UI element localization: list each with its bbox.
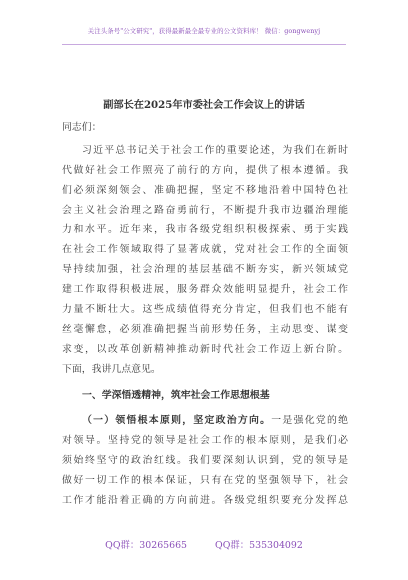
paragraph-line: 力量不断壮大。这些成绩值得充分肯定，但我们也不能有 [62, 304, 348, 316]
document-body [62, 118, 348, 511]
paragraph-line: 做好一切工作的根本保证，只有在党的坚强领导下，社会 [62, 475, 348, 487]
paragraph-line: 会主义社会治理之路奋勇前行，不断提升我市边疆治理能 [62, 204, 348, 216]
paragraph-line: 丝毫懈怠，必须准确把握当前形势任务，主动思变、谋变 [62, 323, 348, 335]
paragraph-line: 下面，我讲几点意见。 [62, 363, 161, 375]
paragraph-line: 导持续加强，社会治理的基层基础不断夯实，新兴领域党 [62, 264, 348, 276]
paragraph-line: 建工作取得积极进展，服务群众效能明显提升，社会工作 [62, 284, 348, 296]
footer-qq-group-2: QQ群：535304092 [215, 540, 303, 551]
paragraph-line: 对领导。坚持党的领导是社会工作的根本原则，是我们必 [62, 435, 348, 447]
paragraph-line: 习近平总书记关于社会工作的重要论述，为我们在新时 [82, 144, 348, 156]
footer-qq-group-1: QQ群：30265665 [105, 540, 188, 551]
paragraph-line: 在社会工作领域取得了显著成就，党对社会工作的全面领 [62, 244, 348, 256]
paragraph-line: 力和水平。近年来，我市各级党组织积极探索、勇于实践 [62, 224, 348, 236]
section-1-heading: 一、学深悟透精神，筑牢社会工作思想根基 [82, 389, 270, 401]
subsection-1-lead: 一是强化党的绝 [271, 415, 348, 427]
header-note: 关注头条号"公文研究"，获得最新最全最专业的公文资料库！ 微信：gongwenyj [87, 27, 321, 35]
subsection-first-line [62, 411, 348, 431]
subsection-1 [62, 411, 348, 510]
document-title: 副部长在2025年市委社会工作会议上的讲话 [103, 99, 305, 111]
header-divider [62, 44, 346, 45]
paragraph-line: 须始终坚守的政治红线。我们要深刻认识到，党的领导是 [62, 455, 348, 467]
footer [0, 537, 408, 551]
paragraph-1 [62, 141, 348, 380]
paragraph-line: 们必须深刻领会、准确把握，坚定不移地沿着中国特色社 [62, 184, 348, 196]
subsection-1-heading: （一）领悟根本原则，坚定政治方向。 [82, 415, 272, 427]
paragraph-line: 工作才能沿着正确的方向前进。各级党组织要充分发挥总 [62, 495, 348, 507]
paragraph-line: 求变，以改革创新精神推动新时代社会工作迈上新台阶。 [62, 343, 348, 355]
paragraph-line: 代做好社会工作照亮了前行的方向，提供了根本遵循。我 [62, 164, 348, 176]
salutation: 同志们： [62, 122, 102, 133]
